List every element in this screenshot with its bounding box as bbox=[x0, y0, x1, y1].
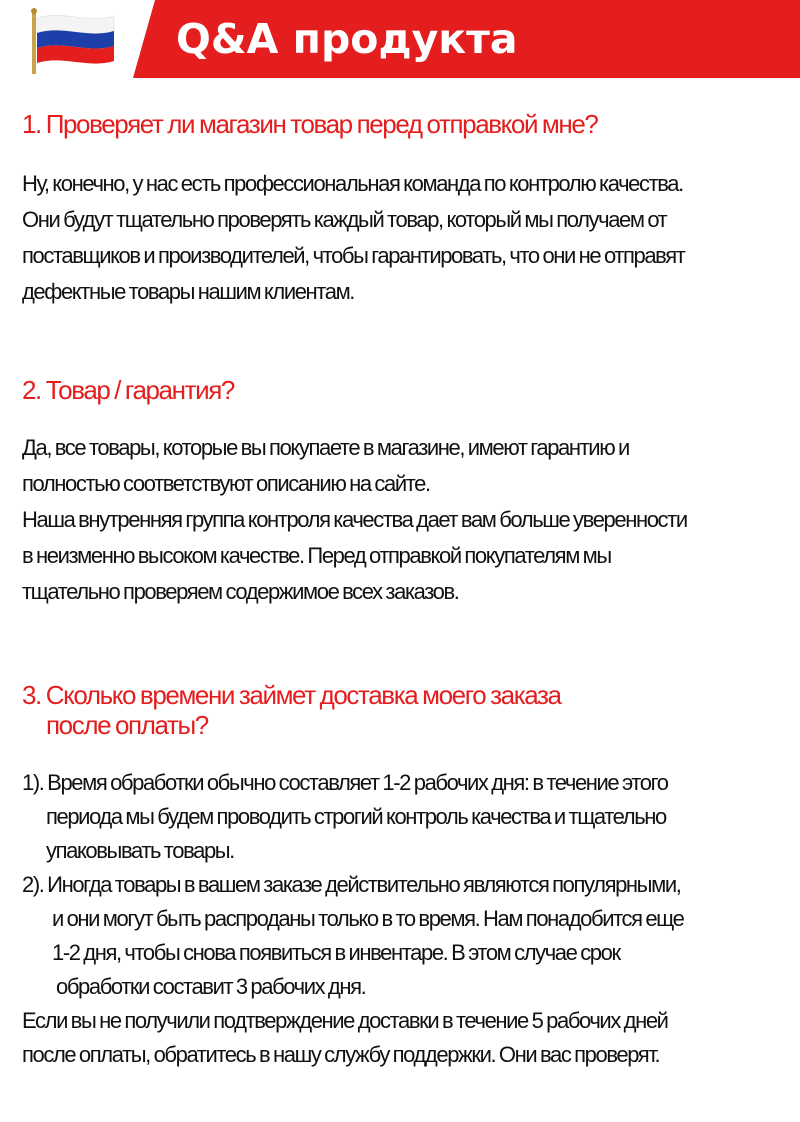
section-3-line: периода мы будем проводить строгий контроль качества и тщательно bbox=[46, 804, 666, 829]
header-banner bbox=[0, 0, 800, 78]
section-3-line: после оплаты, обратитесь в нашу службу поддержки. Они вас проверят. bbox=[22, 1042, 660, 1067]
section-3-line: 2). Иногда товары в вашем заказе действительно являются популярными, bbox=[22, 872, 681, 897]
section-1-line: Ну, конечно, у нас есть профессиональная команда по контролю качества. bbox=[22, 171, 683, 196]
section-3-line: обработки составит 3 рабочих дня. bbox=[56, 974, 366, 999]
page-title: Q&A продукта bbox=[176, 15, 518, 63]
section-3-line: 1). Время обработки обычно составляет 1-2 рабочих дня: в течение этого bbox=[22, 770, 668, 795]
section-3-line: 1-2 дня, чтобы снова появиться в инвентаре. В этом случае срок bbox=[52, 940, 620, 965]
section-3-line: упаковывать товары. bbox=[46, 838, 234, 863]
section-3-heading-line: после оплаты? bbox=[46, 710, 208, 740]
section-3-heading-line: 3. Сколько времени займет доставка моего заказа bbox=[22, 680, 561, 710]
section-2-body bbox=[22, 430, 792, 610]
section-3-line: и они могут быть распроданы только в то время. Нам понадобится еще bbox=[52, 906, 684, 931]
section-1-line: дефектные товары нашим клиентам. bbox=[22, 279, 355, 304]
section-2-line: тщательно проверяем содержимое всех заказов. bbox=[22, 579, 459, 604]
russia-flag-icon bbox=[28, 8, 136, 74]
section-1-line: Они будут тщательно проверять каждый товар, который мы получаем от bbox=[22, 207, 667, 232]
section-2-heading: 2. Товар / гарантия? bbox=[22, 375, 234, 405]
section-1-line: поставщиков и производителей, чтобы гарантировать, что они не отправят bbox=[22, 243, 685, 268]
section-1-body bbox=[22, 166, 792, 310]
section-3-heading bbox=[22, 680, 792, 740]
section-2-line: Наша внутренняя группа контроля качества дает вам больше уверенности bbox=[22, 507, 687, 532]
section-2-line: Да, все товары, которые вы покупаете в магазине, имеют гарантию и bbox=[22, 435, 629, 460]
section-2-line: в неизменно высоком качестве. Перед отправкой покупателям мы bbox=[22, 543, 611, 568]
section-3-line: Если вы не получили подтверждение доставки в течение 5 рабочих дней bbox=[22, 1008, 668, 1033]
section-1-heading: 1. Проверяет ли магазин товар перед отправкой мне? bbox=[22, 109, 598, 139]
section-2-line: полностью соответствуют описанию на сайте. bbox=[22, 471, 430, 496]
section-3-body bbox=[22, 766, 792, 1072]
